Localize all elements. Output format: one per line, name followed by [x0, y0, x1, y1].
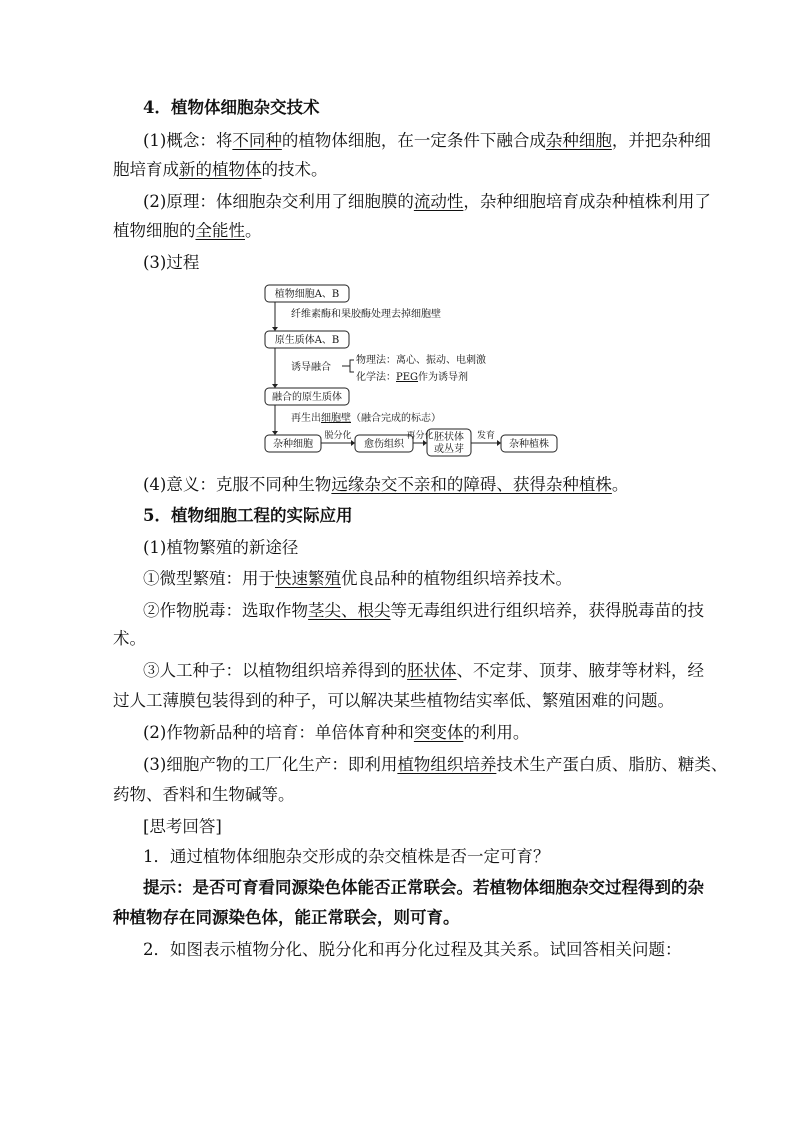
principle-line-1: (2)原理：体细胞杂交利用了细胞膜的流动性，杂种细胞培育成杂种植株利用了 — [143, 192, 711, 211]
detox-line-1: ②作物脱毒：选取作物茎尖、根尖等无毒组织进行组织培养，获得脱毒苗的技 — [143, 601, 704, 620]
think-label: [思考回答] — [143, 817, 222, 836]
box-callus-label: 愈伤组织 — [364, 439, 404, 450]
production-line-2: 药物、香料和生物碱等。 — [113, 785, 295, 804]
box-hybrid-plant-label: 杂种植株 — [509, 439, 549, 450]
induce-fusion-label: 诱导融合 — [291, 362, 331, 373]
section-4-heading: 4．植物体细胞杂交技术 — [143, 98, 320, 117]
breeding-line: (2)作物新品种的培育：单倍体育种和突变体的利用。 — [143, 723, 530, 742]
concept-line-1: (1)概念：将不同种的植物体细胞，在一定条件下融合成杂种细胞，并把杂种细 — [143, 131, 711, 150]
box-fused-protoplast-label: 融合的原生质体 — [272, 392, 342, 403]
question-1: 1．通过植物体细胞杂交形成的杂交植株是否一定可育？ — [143, 847, 550, 866]
box-embryoid-label-2: 或丛芽 — [434, 444, 464, 455]
process-label: (3)过程 — [143, 253, 200, 272]
redifferentiation-label: 再分化 — [406, 431, 434, 441]
production-line-1: (3)细胞产物的工厂化生产：即利用植物组织培养技术生产蛋白质、脂肪、糖类、 — [143, 755, 728, 774]
process-flow-diagram — [262, 282, 562, 457]
dedifferentiation-label: 脱分化 — [324, 431, 352, 441]
question-2: 2．如图表示植物分化、脱分化和再分化过程及其关系。试回答相关问题： — [143, 940, 682, 959]
box-embryoid-label-1: 胚状体 — [434, 432, 464, 443]
propagation-title: (1)植物繁殖的新途径 — [143, 538, 299, 557]
step-enzyme-label: 纤维素酶和果胶酶处理去掉细胞壁 — [291, 309, 441, 320]
significance-line: (4)意义：克服不同种生物远缘杂交不亲和的障碍、获得杂种植株。 — [143, 475, 629, 494]
chemical-method-label: 化学法：PEG作为诱导剂 — [356, 372, 469, 383]
detox-line-2: 术。 — [113, 629, 146, 648]
box-hybrid-cell-label: 杂种细胞 — [273, 439, 313, 450]
section-5-heading: 5．植物细胞工程的实际应用 — [143, 506, 353, 525]
box-plant-cells-label: 植物细胞A、B — [274, 289, 340, 300]
answer-1-line-1: 提示：是否可育看同源染色体能否正常联会。若植物体细胞杂交过程得到的杂 — [143, 878, 704, 897]
artificial-seed-line-2: 过人工薄膜包装得到的种子，可以解决某些植物结实率低、繁殖困难的问题。 — [113, 691, 674, 710]
develop-label: 发育 — [476, 431, 496, 441]
physical-method-label: 物理法：离心、振动、电刺激 — [356, 355, 486, 366]
concept-line-2: 胞培育成新的植物体的技术。 — [113, 160, 328, 179]
micropropagation-line: ①微型繁殖：用于快速繁殖优良品种的植物组织培养技术。 — [143, 569, 572, 588]
answer-1-line-2: 种植物存在同源染色体，能正常联会，则可育。 — [113, 908, 460, 927]
regenerate-wall-label: 再生出细胞壁（融合完成的标志） — [291, 413, 441, 424]
box-protoplasts-label: 原生质体A、B — [274, 335, 340, 346]
principle-line-2: 植物细胞的全能性。 — [113, 221, 262, 240]
artificial-seed-line-1: ③人工种子：以植物组织培养得到的胚状体、不定芽、顶芽、腋芽等材料，经 — [143, 661, 704, 680]
